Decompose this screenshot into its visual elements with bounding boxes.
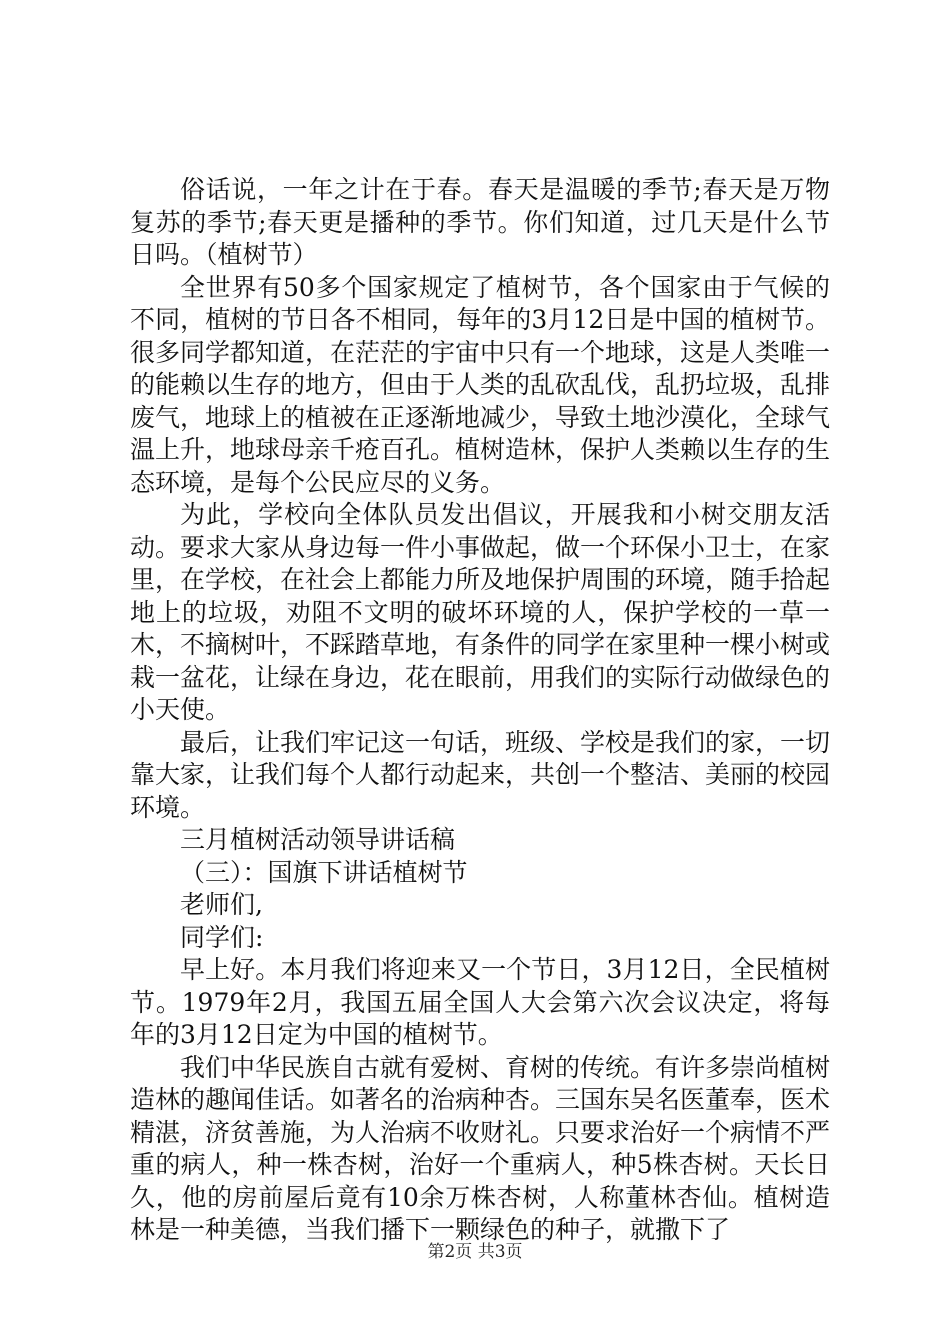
paragraph-spring-intro: 俗话说，一年之计在于春。春天是温暖的季节;春天是万物复苏的季节;春天更是播种的季节。你们知道，过几天是什么节日吗。（植树节）	[130, 175, 830, 269]
paragraph-arbor-day-countries: 全世界有50多个国家规定了植树节，各个国家由于气候的不同，植树的节日各不相同，每年的3月12日是中国的植树节。很多同学都知道，在茫茫的宇宙中只有一个地球，这是人类唯一的能赖以生存的地方，但由于人类的乱砍乱伐，乱扔垃圾，乱排废气，地球上的植被在正逐渐地减少，导致土地沙漠化，全球气温上升，地球母亲千疮百孔。植树造林，保护人类赖以生存的生态环境，是每个公民应尽的义务。	[130, 272, 831, 497]
greeting-teachers: 老师们,	[180, 890, 263, 919]
greeting-students: 同学们:	[180, 922, 264, 952]
paragraph-closing: 最后，让我们牢记这一句话，班级、学校是我们的家，一切靠大家，让我们每个人都行动起来，共创一个整洁、美丽的校园环境。	[130, 727, 831, 822]
page-number-footer: 第2页 共3页	[427, 1242, 523, 1262]
paragraph-school-initiative: 为此，学校向全体队员发出倡议，开展我和小树交朋友活动。要求大家从身边每一件小事做起，做一个环保小卫士，在家里，在学校，在社会上都能力所及地保护周围的环境，随手拾起地上的垃圾，劝阻不文明的破坏环境的人，保护学校的一草一木，不摘树叶，不踩踏草地，有条件的同学在家里种一棵小树或栽一盆花，让绿在身边，花在眼前，用我们的实际行动做绿色的小天使。	[130, 500, 831, 724]
paragraph-tradition: 我们中华民族自古就有爱树、育树的传统。有许多崇尚植树造林的趣闻佳话。如著名的治病种杏。三国东吴名医董奉，医术精湛，济贫善施，为人治病不收财礼。只要求治好一个病情不严重的病人，种一株杏树，治好一个重病人，种5株杏树。天长日久，他的房前屋后竟有10余万株杏树，人称董林杏仙。植树造林是一种美德，当我们播下一颗绿色的种子，就撒下了	[130, 1052, 831, 1244]
section-subtitle: （三）：国旗下讲话植树节	[180, 857, 468, 887]
document-body	[130, 174, 830, 1247]
section-title: 三月植树活动领导讲话稿	[180, 825, 456, 854]
paragraph-good-morning: 早上好。本月我们将迎来又一个节日，3月12日，全民植树节。1979年2月，我国五届全国人大会第六次会议决定，将每年的3月12日定为中国的植树节。	[130, 955, 830, 1049]
